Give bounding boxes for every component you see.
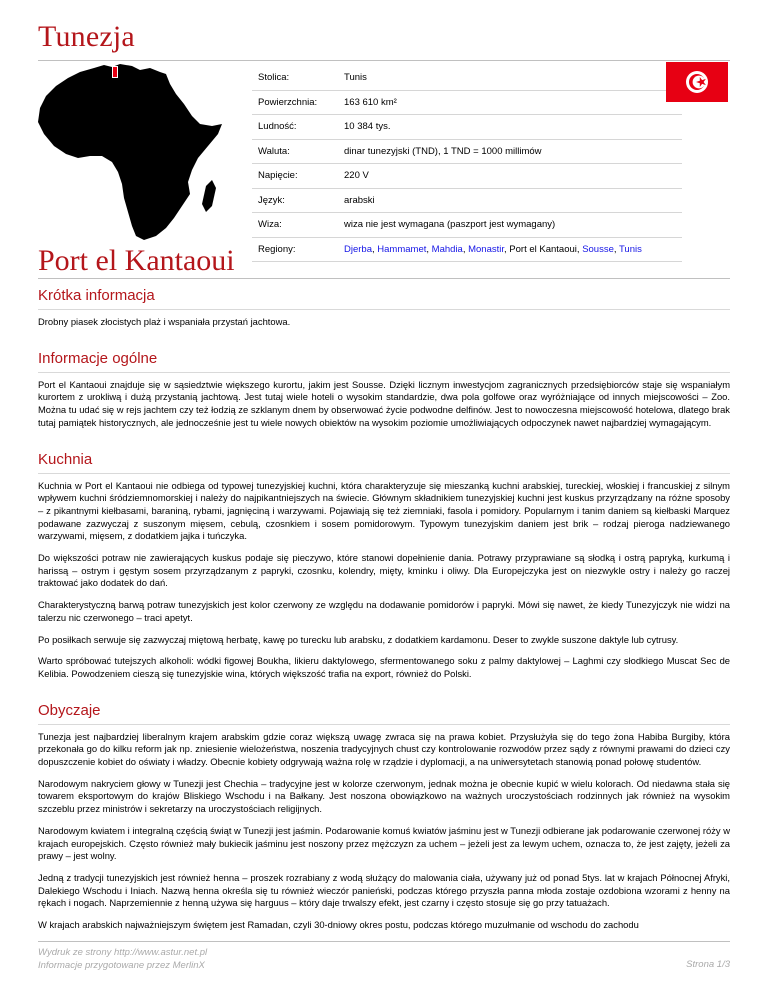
section-customs xyxy=(38,695,730,932)
page-title: Tunezja xyxy=(38,20,135,53)
section-general-info xyxy=(38,343,730,430)
section-heading: Kuchnia xyxy=(38,444,730,474)
region-link-hammamet[interactable]: Hammamet xyxy=(377,243,427,255)
footer-url-line: Wydruk ze strony http://www.astur.net.pl xyxy=(38,947,208,958)
region-separator: , xyxy=(372,243,378,255)
africa-map xyxy=(28,60,238,250)
region-separator: , xyxy=(613,243,619,255)
section-paragraph: Tunezja jest najbardziej liberalnym krajem arabskim gdzie coraz większą uwagę zwraca się na prawa kobiet. Przysłużyła się do tego żona Habiba Burgiby, która przekonała go do kilku reform jak np. zniesienie wielożeństwa, noszenia tradycyjnych chust czy kontrolowanie rozwodów przez sądy z równymi prawami do dzieci czy dopuszczenie kobiet do oświaty i władzy. Obecnie kobiety odgrywają ważna rolę w rządzie i dyplomacji, a na uniwersytetach stanowią ponad połowę studentów. xyxy=(38,730,730,768)
region-content xyxy=(38,280,730,946)
madagascar-shape xyxy=(202,180,216,212)
footer-source xyxy=(38,946,207,972)
fact-value: Tunis xyxy=(344,72,367,84)
section-heading: Krótka informacja xyxy=(38,280,730,310)
fact-label: Powierzchnia: xyxy=(258,96,318,108)
fact-row-area xyxy=(252,90,682,115)
fact-label: Stolica: xyxy=(258,72,290,84)
page-number: Strona 1/3 xyxy=(686,959,730,970)
footer-credit-line: Informacje przygotowane przez MerlinX xyxy=(38,960,205,971)
fact-value: dinar tunezyjski (TND), 1 TND = 1000 millimów xyxy=(344,145,542,157)
fact-value: arabski xyxy=(344,194,375,206)
fact-row-currency xyxy=(252,139,682,164)
section-paragraph: Narodowym kwiatem i integralną częścią świąt w Tunezji jest jaśmin. Podarowanie komuś kwiatów jaśminu jest w Tunezji odbierane jak podarowanie czerwonej róży w krajach europejskich. Często również mały bukiecik jaśminu jest noszony przez mężczyzn za uchem – jeżeli jest za lewym uchem, oznacza to, że jest zajęty, jeżeli za prawy – jest wolny. xyxy=(38,824,730,862)
fact-label: Wiza: xyxy=(258,219,282,231)
region-link-tunis[interactable]: Tunis xyxy=(618,243,642,255)
tunisia-flag xyxy=(666,62,728,102)
region-separator: , xyxy=(504,243,510,255)
fact-value: 220 V xyxy=(344,170,369,182)
fact-row-capital xyxy=(252,66,682,90)
region-link-djerba[interactable]: Djerba xyxy=(344,243,372,255)
section-paragraph: Drobny piasek złocistych plaż i wspaniała przystań jachtowa. xyxy=(38,316,291,327)
section-heading: Obyczaje xyxy=(38,695,730,725)
fact-label: Język: xyxy=(258,194,285,206)
section-paragraph: Port el Kantaoui znajduje się w sąsiedztwie większego kurortu, jakim jest Sousse. Dzięki licznym inwestycjom zagranicznych przedsiębiorców staje się wspaniałym kurortem z urokliwą i dużą przystanią jachtową. Jest tutaj wiele hoteli o wysokim standardzie, dwa pola golfowe oraz wyróżniające od innych miejscowości – Zoo. Można tu udać się w rejs jachtem czy też łodzią ze szklanym dnem by obserwować życie podwodne delfinów. Jest to nowoczesna miejscowość hotelowa, dlatego brak tutaj pamiątek historycznych, ale jednocześnie jest tu wiele nowych obiektów na wysokim poziomie umożliwiających odpoczynek nawet najbardziej wymagającym. xyxy=(38,378,730,428)
fact-row-regions xyxy=(252,237,682,262)
region-divider xyxy=(38,278,730,279)
country-facts-table xyxy=(252,66,682,262)
tunisia-marker xyxy=(113,67,117,77)
region-link-sousse[interactable]: Sousse xyxy=(582,243,614,255)
section-heading: Informacje ogólne xyxy=(38,343,730,373)
fact-value: wiza nie jest wymagana (paszport jest wymagany) xyxy=(344,219,556,231)
fact-value: 10 384 tys. xyxy=(344,121,391,133)
section-paragraph: Jedną z tradycji tunezyjskich jest również henna – proszek rozrabiany z wodą służący do malowania ciała, używany już od ponad 5tys. lat w krajach Północnej Afryki, Dalekiego Wschodu i Iniach. Nazwą henna określa się tu również wieczór panieński, podczas którego przyszła panna młoda zostaje ozdobiona wzorami z henny na rękach i nogach. Naprzemiennie z henną używa się harguus – który daje trwalszy efekt, jest czarny i często stosuje się go przy tatuażach. xyxy=(38,871,730,909)
section-short-info xyxy=(38,280,730,329)
regions-list xyxy=(338,237,682,262)
region-current-port-el-kantaoui: Port el Kantaoui xyxy=(509,243,577,255)
section-paragraph: Po posiłkach serwuje się zazwyczaj miętową herbatę, kawę po turecku lub arabsku, z dodatkiem kardamonu. Deser to zwykle suszone daktyle lub cytrusy. xyxy=(38,633,679,645)
fact-row-language xyxy=(252,188,682,213)
fact-row-visa xyxy=(252,213,682,238)
section-paragraph: Do większości potraw nie zawierających kuskus podaje się pieczywo, które stanowi dopełnienie dania. Potrawy przyprawiane są słodką i ostrą papryką, kurkumą i harissą – ostrym i gęstym sosem przyrządzanym z papryki, czosnku, kolendry, mięty, kminku i oliwy. Dla Europejczyka jest on niezwykle ostry i należy go raczej traktować jako dodatek do dań. xyxy=(38,552,730,589)
section-paragraph: W krajach arabskich najważniejszym świętem jest Ramadan, czyli 30-dniowy okres postu, podczas którego muzułmanie od wschodu do zachodu xyxy=(38,919,639,931)
region-link-mahdia[interactable]: Mahdia xyxy=(431,243,463,255)
section-cuisine xyxy=(38,444,730,681)
fact-row-population xyxy=(252,115,682,140)
fact-value: 163 610 km² xyxy=(344,96,397,108)
fact-label: Ludność: xyxy=(258,121,297,133)
region-separator: , xyxy=(576,243,583,255)
fact-row-voltage xyxy=(252,164,682,189)
section-paragraph: Kuchnia w Port el Kantaoui nie odbiega od typowej tunezyjskiej kuchni, która charakteryzuje się mieszanką kuchni arabskiej, tureckiej, włoskiej i francuskiej z silnym wpływem kuchni śródziemnomorskiej i należy do najpikantniejszych na świecie. Głównym składnikiem tunezyjskiej kuchni jest kuskus przyrządzany na różne sposoby – z pikantnymi kiełbasami, baraniną, rybami, jagnięciną i warzywami. Pojawiają się też ziemniaki, fasola i pomidory. Popularnym i tanim daniem są kiełbaski Marquez podawane zazwyczaj z suszonym mięsem, cebulą, czosnkiem i sosem pomidorowym. Typowym tunezyjskim daniem jest brik – rodzaj pieroga nadziewanego warzywami, mięsem, z dodatkiem jajka i tuńczyka. xyxy=(38,479,730,542)
footer-divider xyxy=(38,941,730,942)
region-link-monastir[interactable]: Monastir xyxy=(468,243,505,255)
region-separator: , xyxy=(426,243,432,255)
section-paragraph: Narodowym nakryciem głowy w Tunezji jest Chechia – tradycyjne jest w kolorze czerwonym, jednak można je obecnie kupić w wielu kolorach. Od niedawna stała się towarem eksportowym do krajów Bliskiego Wschodu i na Bałkany. Jest noszona obowiązkowo na ważnych uroczystościach rodzinnych jak również na wysokim szczeblu przez ministrów i sekretarzy na uroczystościach religijnych. xyxy=(38,777,730,815)
africa-shape xyxy=(38,64,222,240)
section-paragraph: Warto spróbować tutejszych alkoholi: wódki figowej Boukha, likieru daktylowego, sfermentowanego soku z palmy daktylowej – Laghmi czy słodkiego Muscat Sec de Kelibia. Powodzeniem cieszą się tunezyjskie wina, których większość trafia na export, również do Polski. xyxy=(38,655,730,679)
section-paragraph: Charakterystyczną barwą potraw tunezyjskich jest kolor czerwony ze względu na dodawanie pomidorów i papryki. Mówi się nawet, że kiedy Tunezyjczyk nie widzi na talerzu nic czerwonego – traci apetyt. xyxy=(38,599,730,623)
fact-label: Waluta: xyxy=(258,145,290,157)
region-separator: , xyxy=(462,243,469,255)
region-title: Port el Kantaoui xyxy=(38,244,235,277)
fact-label: Regiony: xyxy=(258,243,296,255)
fact-label: Napięcie: xyxy=(258,170,298,182)
